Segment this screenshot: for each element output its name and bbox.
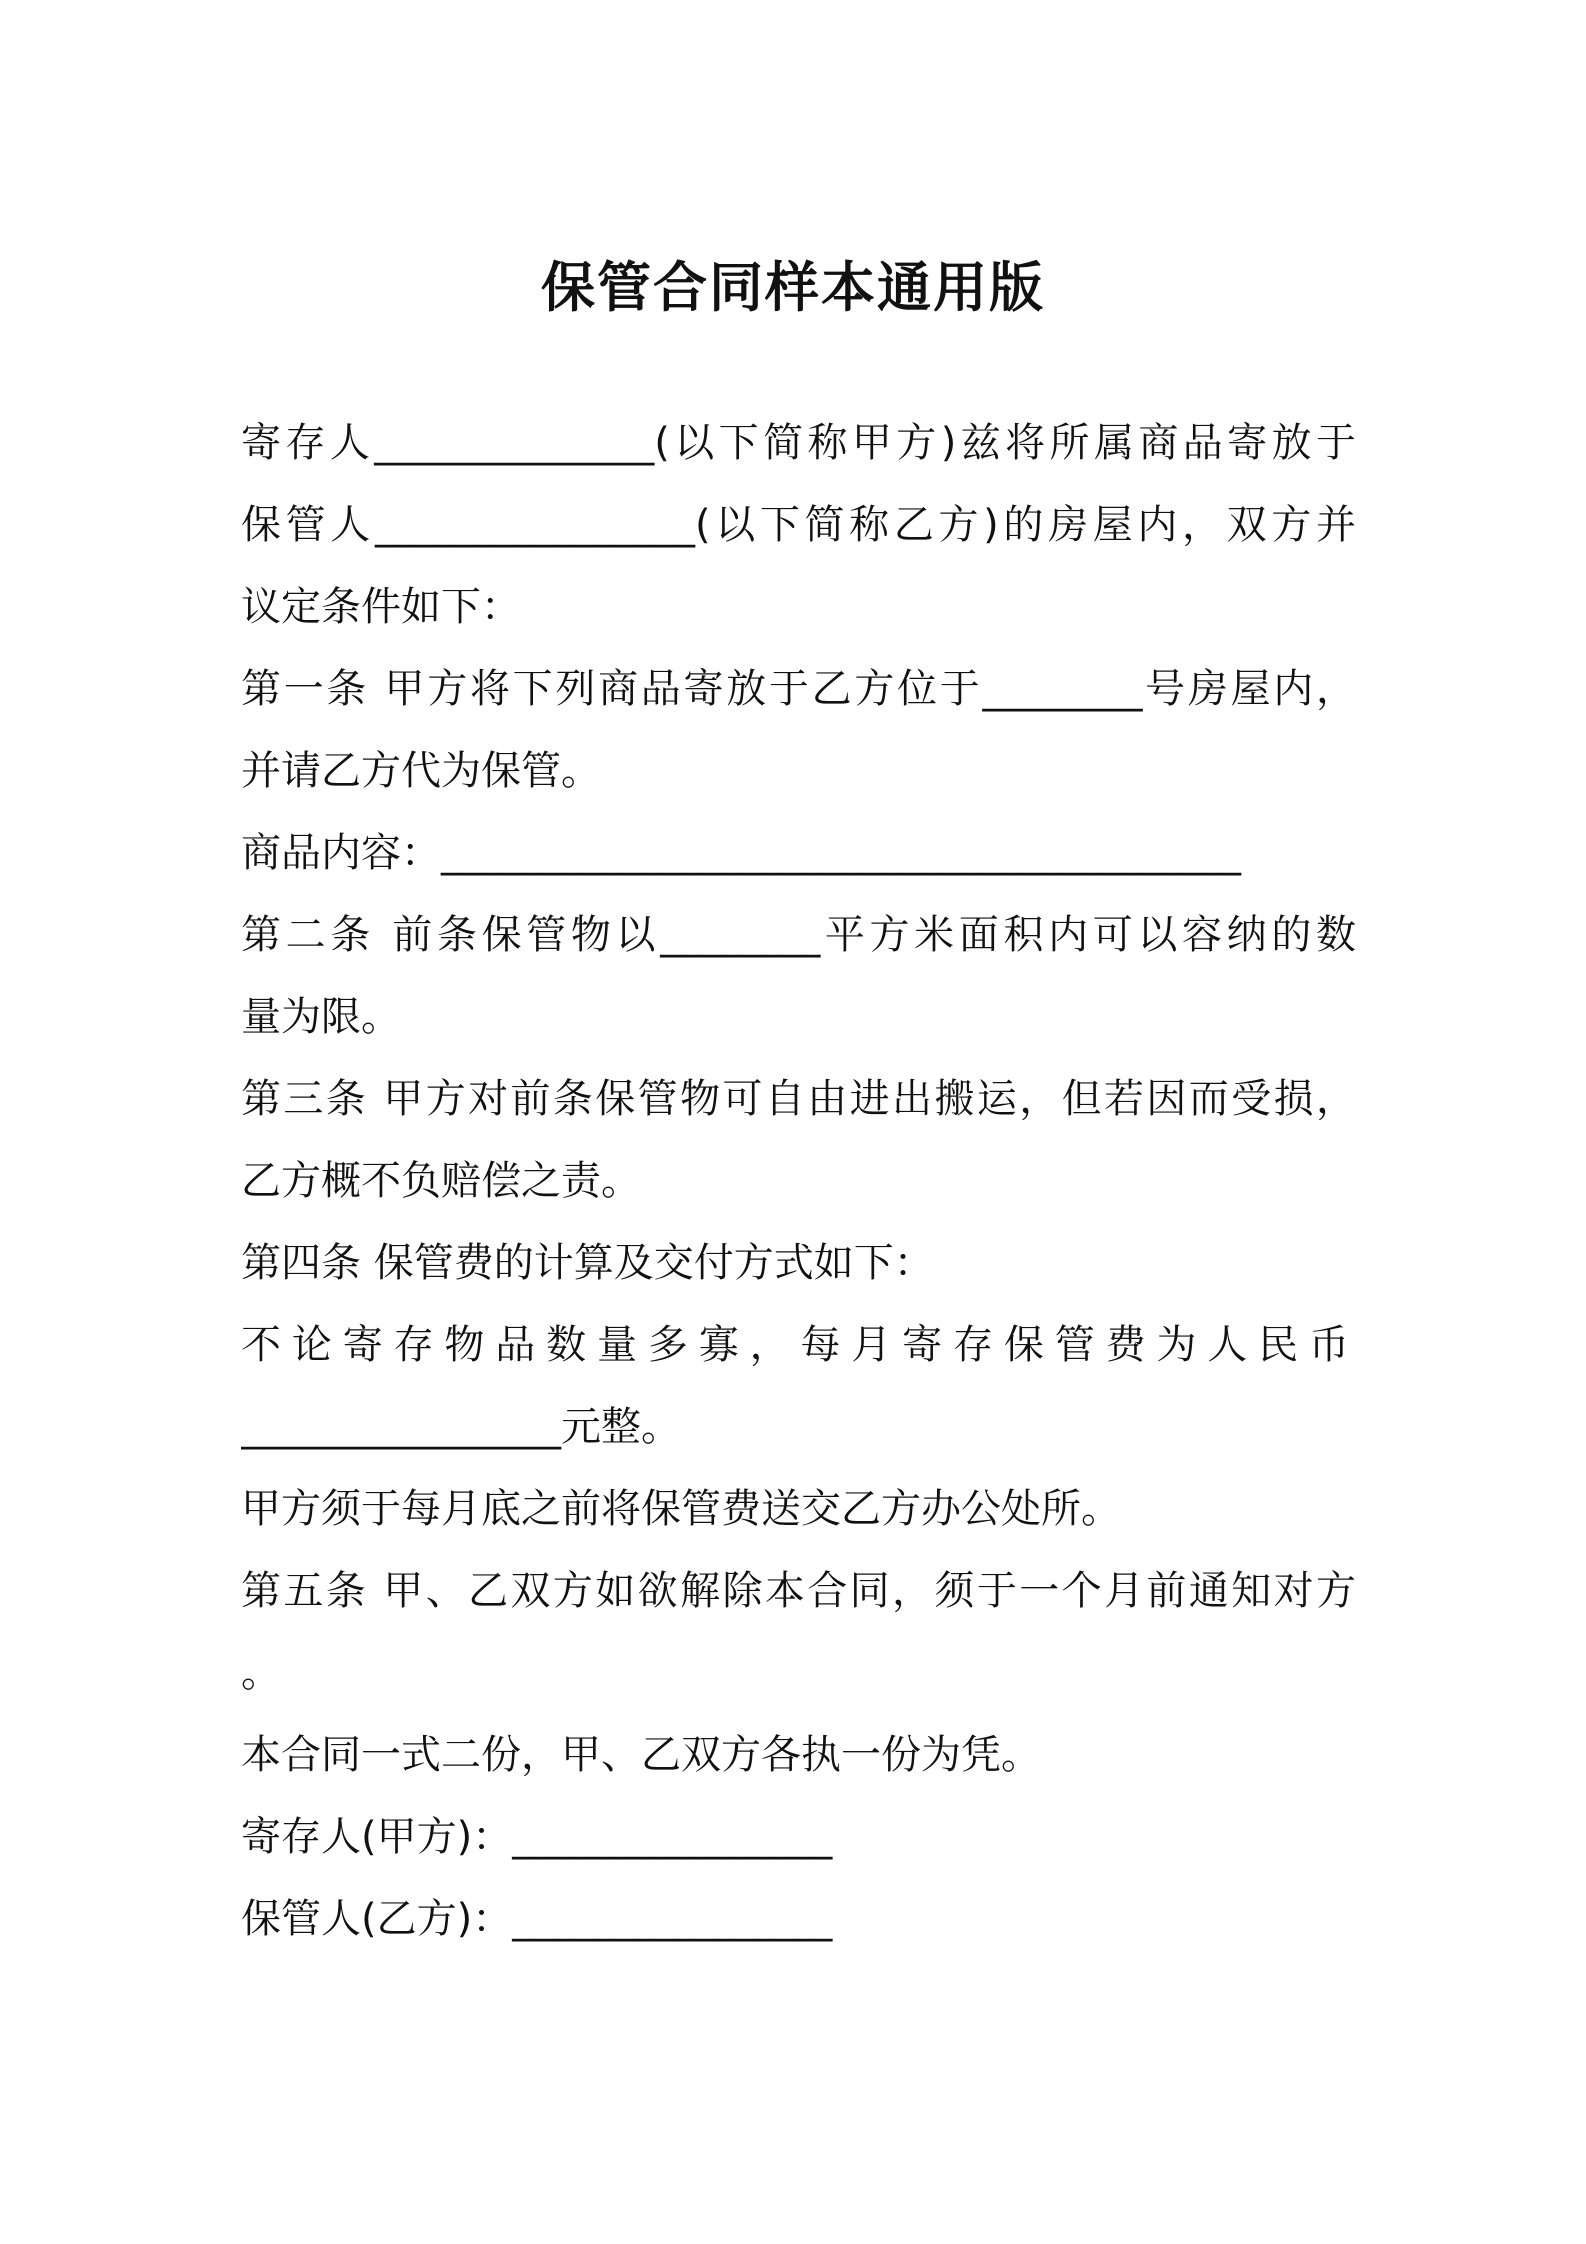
article-1-line-1: 第一条 甲方将下列商品寄放于乙方位于________号房屋内， xyxy=(241,666,1356,712)
document-title: 保管合同样本通用版 xyxy=(541,256,1045,319)
contract-body xyxy=(241,402,1356,1960)
article-5-line-1: 第五条 甲、乙双方如欲解除本合同，须于一个月前通知对方 xyxy=(241,1568,1356,1614)
contract-line-custodian: 保管人________________(以下简称乙方)的房屋内，双方并 xyxy=(241,502,1356,548)
article-5-line-2: 。 xyxy=(241,1650,281,1696)
article-4-line-3: ________________元整。 xyxy=(241,1404,681,1450)
copies-line: 本合同一式二份，甲、乙双方各执一份为凭。 xyxy=(241,1732,1041,1778)
article-2-line-1: 第二条 前条保管物以________平方米面积内可以容纳的数 xyxy=(241,912,1356,958)
article-3-line-1: 第三条 甲方对前条保管物可自由进出搬运，但若因而受损， xyxy=(241,1076,1356,1122)
article-4-line-2: 不论寄存物品数量多寡，每月寄存保管费为人民币 xyxy=(241,1322,1356,1368)
goods-content-line: 商品内容：________________________________________ xyxy=(241,830,1241,876)
article-4-line-1: 第四条 保管费的计算及交付方式如下： xyxy=(241,1240,934,1286)
article-2-line-2: 量为限。 xyxy=(241,994,401,1040)
article-1-line-2: 并请乙方代为保管。 xyxy=(241,748,601,794)
article-3-line-2: 乙方概不负赔偿之责。 xyxy=(241,1158,641,1204)
contract-line-depositor: 寄存人______________(以下简称甲方)兹将所属商品寄放于 xyxy=(241,420,1356,466)
contract-line-conditions: 议定条件如下： xyxy=(241,584,521,630)
depositor-signature-line: 寄存人(甲方)：________________ xyxy=(241,1814,833,1860)
custodian-signature-line: 保管人(乙方)：________________ xyxy=(241,1896,833,1942)
article-4-line-4: 甲方须于每月底之前将保管费送交乙方办公处所。 xyxy=(241,1486,1121,1532)
